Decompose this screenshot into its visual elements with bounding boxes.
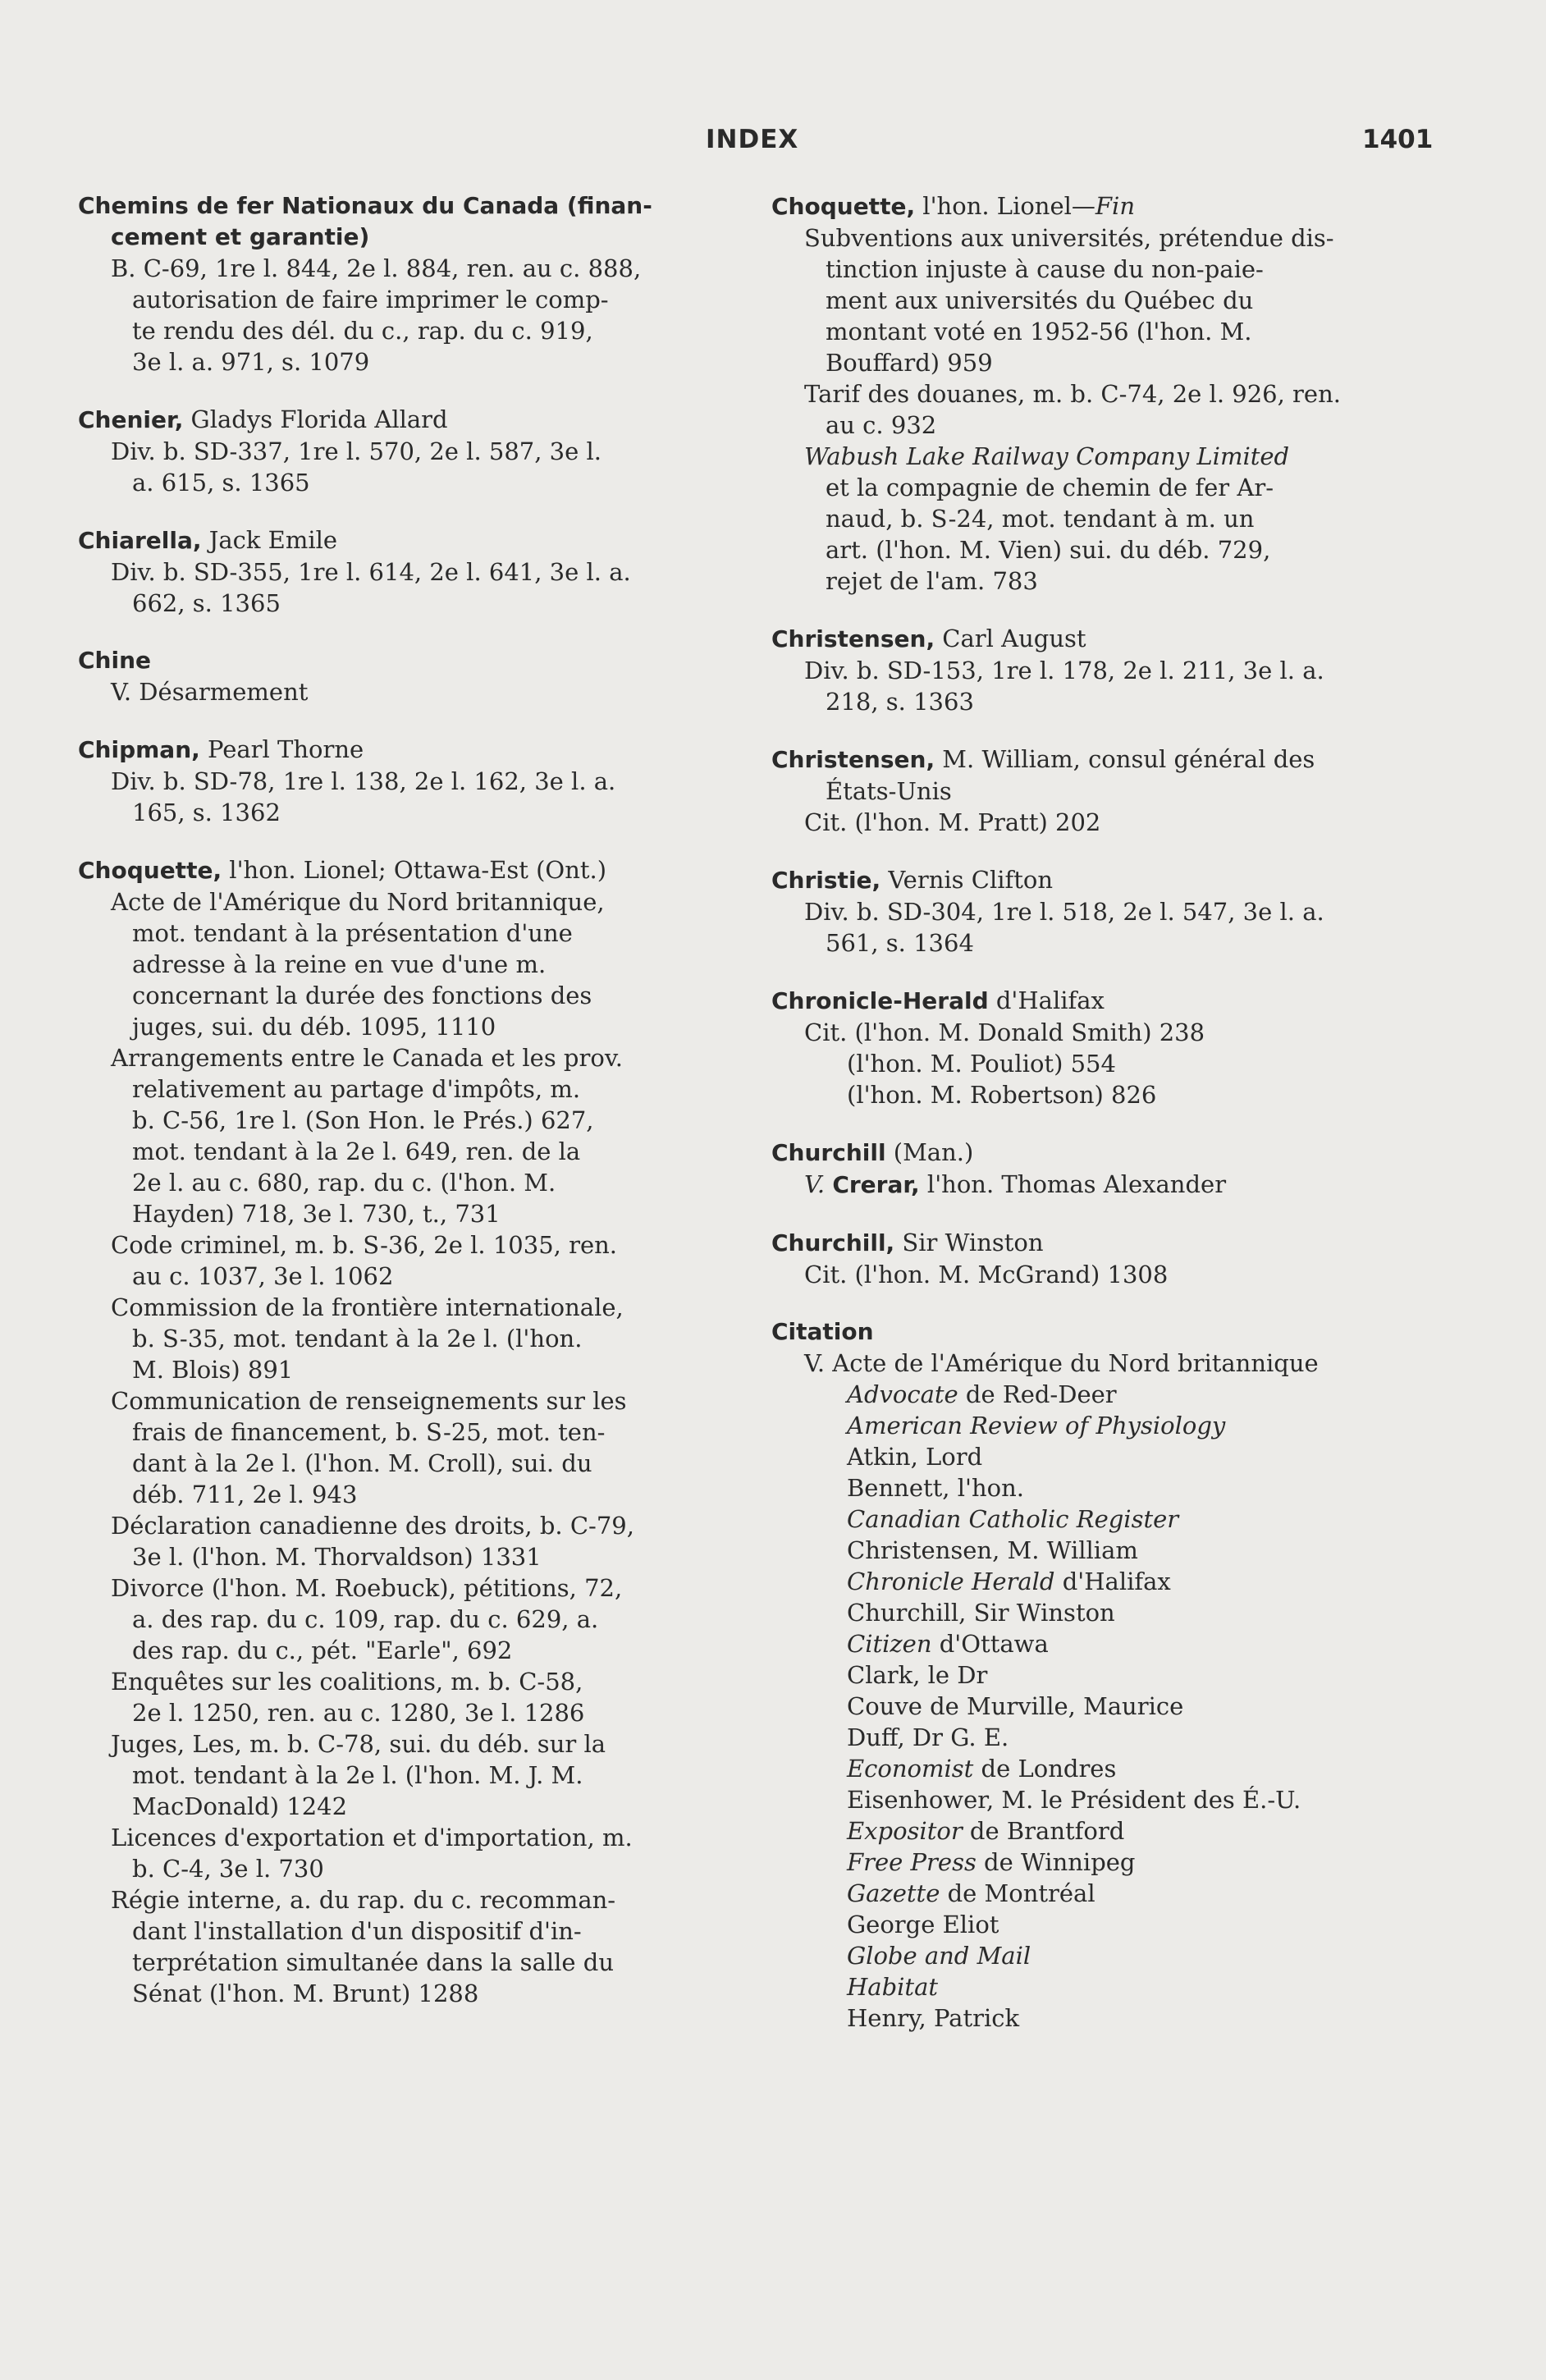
citation-item-italic: Expositor bbox=[847, 1817, 963, 1845]
page-number: 1401 bbox=[1362, 125, 1434, 154]
citation-item bbox=[847, 1410, 1436, 1441]
citation-item-italic: Advocate bbox=[847, 1380, 958, 1408]
citation-item-text: de Winnipeg bbox=[976, 1848, 1136, 1876]
sub-entry-line: ment aux universités du Québec du bbox=[826, 286, 1254, 314]
sub-entry-line: déb. 711, 2e l. 943 bbox=[132, 1481, 358, 1508]
citation-item-italic: Habitat bbox=[847, 1973, 939, 2001]
sub-entry-line: mot. tendant à la présentation d'une bbox=[132, 919, 573, 947]
citation-item-text: de Montréal bbox=[940, 1879, 1095, 1907]
entry-heading-rest: Gladys Florida Allard bbox=[183, 405, 448, 433]
sub-entry-line: a. des rap. du c. 109, rap. du c. 629, a. bbox=[132, 1605, 599, 1633]
sub-entry-first-line: Subventions aux universités, prétendue dis- bbox=[804, 224, 1334, 252]
citation-item-text: Clark, le Dr bbox=[847, 1661, 988, 1689]
sub-entry-line: 2e l. 1250, ren. au c. 1280, 3e l. 1286 bbox=[132, 1699, 585, 1727]
left-column bbox=[78, 190, 743, 2009]
citation-item bbox=[847, 1847, 1436, 1878]
entry-heading-rest: Sir Winston bbox=[894, 1229, 1044, 1256]
index-entry-christensen-carl bbox=[771, 623, 1436, 717]
citation-item-text: Duff, Dr G. E. bbox=[847, 1723, 1009, 1751]
entry-heading bbox=[78, 524, 743, 556]
entry-heading-bold: Choquette, bbox=[78, 857, 222, 884]
entry-heading-rest: d'Halifax bbox=[988, 986, 1105, 1014]
sub-entry-line: frais de financement, b. S-25, mot. ten- bbox=[132, 1418, 606, 1446]
entry-heading-cont: cement et garantie) bbox=[111, 223, 370, 250]
entry-line: 165, s. 1362 bbox=[132, 799, 281, 826]
entry-line: 218, s. 1363 bbox=[826, 688, 974, 716]
citation-item-italic: Globe and Mail bbox=[847, 1942, 1031, 1970]
entry-line: Div. b. SD-355, 1re l. 614, 2e l. 641, 3e l. a. bbox=[111, 558, 631, 586]
see-bold: Crerar, bbox=[832, 1171, 920, 1198]
citation-list bbox=[771, 1379, 1436, 2034]
entry-line: Cit. (l'hon. M. Pratt) 202 bbox=[804, 808, 1101, 836]
sub-entry-first-line: Enquêtes sur les coalitions, m. b. C-58, bbox=[111, 1668, 583, 1696]
entry-heading bbox=[771, 744, 1436, 776]
entry-heading bbox=[78, 404, 743, 436]
sub-entry-line: b. S-35, mot. tendant à la 2e l. (l'hon. bbox=[132, 1325, 583, 1352]
entry-heading-bold: Chine bbox=[78, 647, 152, 674]
citation-item-text: Bennett, l'hon. bbox=[847, 1474, 1025, 1502]
sub-entry-line: adresse à la reine en vue d'une m. bbox=[132, 950, 547, 978]
sub-entry-line: b. C-56, 1re l. (Son Hon. le Prés.) 627, bbox=[132, 1106, 594, 1134]
header-title: INDEX bbox=[706, 125, 799, 154]
sub-entry-line: relativement au partage d'impôts, m. bbox=[132, 1075, 581, 1103]
citation-item-text: d'Halifax bbox=[1054, 1568, 1171, 1595]
entry-line: te rendu des dél. du c., rap. du c. 919, bbox=[132, 317, 593, 345]
citation-item-text: Couve de Murville, Maurice bbox=[847, 1692, 1184, 1720]
entry-heading-rest: (Man.) bbox=[885, 1138, 974, 1166]
entry-heading-bold: Christensen, bbox=[771, 625, 935, 652]
entry-line: Div. b. SD-78, 1re l. 138, 2e l. 162, 3e l. a. bbox=[111, 767, 616, 795]
sub-entry-line: tinction injuste à cause du non-paie- bbox=[826, 255, 1264, 283]
citation-item-text: de Londres bbox=[973, 1755, 1117, 1783]
citation-item-text: Atkin, Lord bbox=[847, 1443, 983, 1471]
entry-heading bbox=[771, 190, 1436, 222]
sub-entry-line: dant l'installation d'un dispositif d'in- bbox=[132, 1917, 582, 1945]
sub-entry-line: M. Blois) 891 bbox=[132, 1356, 294, 1384]
entry-line: a. 615, s. 1365 bbox=[132, 469, 310, 497]
citation-item-text: George Eliot bbox=[847, 1911, 999, 1938]
entry-heading-cont: États-Unis bbox=[826, 777, 952, 805]
entry-line: naud, b. S-24, mot. tendant à m. un bbox=[826, 505, 1255, 533]
entry-heading-rest: l'hon. Lionel— bbox=[915, 192, 1095, 220]
sub-entry-line: montant voté en 1952-56 (l'hon. M. bbox=[826, 318, 1252, 346]
citation-item bbox=[847, 1566, 1436, 1597]
entry-heading: Chemins de fer Nationaux du Canada (finan- bbox=[78, 192, 652, 219]
sub-entry-line: des rap. du c., pét. "Earle", 692 bbox=[132, 1636, 513, 1664]
index-entry-christie bbox=[771, 864, 1436, 959]
sub-entry-first-line: Tarif des douanes, m. b. C-74, 2e l. 926, ren. bbox=[804, 380, 1341, 408]
citation-item bbox=[847, 2002, 1436, 2034]
entry-heading-bold: Christensen, bbox=[771, 746, 935, 773]
entry-heading-bold: Chenier, bbox=[78, 406, 184, 433]
citation-item-italic: Chronicle Herald bbox=[847, 1568, 1055, 1595]
sub-entry-first-line: Commission de la frontière internationale, bbox=[111, 1293, 624, 1321]
sub-entry-first-line: Arrangements entre le Canada et les prov. bbox=[111, 1044, 623, 1072]
entry-heading bbox=[771, 1137, 1436, 1169]
entry-heading-bold: Chipman, bbox=[78, 736, 200, 763]
index-entry-christensen-william bbox=[771, 744, 1436, 838]
index-entry-chemins-de-fer bbox=[78, 190, 743, 378]
wabush-italic: Wabush Lake Railway Company Limited bbox=[804, 442, 1290, 470]
entry-line: Div. b. SD-337, 1re l. 570, 2e l. 587, 3e l. bbox=[111, 437, 601, 465]
citation-item-text: Eisenhower, M. le Président des É.-U. bbox=[847, 1786, 1301, 1814]
sub-entry-first-line: Divorce (l'hon. M. Roebuck), pétitions, 72, bbox=[111, 1574, 623, 1602]
index-entry-chine bbox=[78, 645, 743, 707]
sub-entry-line: juges, sui. du déb. 1095, 1110 bbox=[132, 1013, 496, 1041]
entry-line: (l'hon. M. Pouliot) 554 bbox=[847, 1050, 1116, 1078]
sub-entry-line: mot. tendant à la 2e l. (l'hon. M. J. M. bbox=[132, 1761, 583, 1789]
index-entry-chipman bbox=[78, 734, 743, 828]
sub-entry-first-line: Acte de l'Amérique du Nord britannique, bbox=[111, 888, 605, 916]
citation-item-text: de Brantford bbox=[962, 1817, 1125, 1845]
sub-entry-first-line: Juges, Les, m. b. C-78, sui. du déb. sur la bbox=[111, 1730, 606, 1758]
entry-heading-rest: l'hon. Lionel; Ottawa-Est (Ont.) bbox=[222, 856, 607, 884]
entry-heading-bold: Citation bbox=[771, 1318, 874, 1345]
index-entry-choquette bbox=[78, 854, 743, 2009]
entry-heading-rest: M. William, consul général des bbox=[935, 745, 1315, 773]
citation-item bbox=[847, 1784, 1436, 1815]
sub-entries bbox=[78, 886, 743, 2009]
sub-entries bbox=[771, 222, 1436, 441]
entry-line: Cit. (l'hon. M. Donald Smith) 238 bbox=[804, 1018, 1205, 1046]
sub-entry-line: 3e l. (l'hon. M. Thorvaldson) 1331 bbox=[132, 1543, 542, 1571]
sub-entry-line: dant à la 2e l. (l'hon. M. Croll), sui. du bbox=[132, 1449, 592, 1477]
citation-item bbox=[847, 1441, 1436, 1472]
entry-line: et la compagnie de chemin de fer Ar- bbox=[826, 474, 1274, 501]
citation-item bbox=[847, 1753, 1436, 1784]
index-entry-choquette-fin bbox=[771, 190, 1436, 597]
sub-entry-line: 2e l. au c. 680, rap. du c. (l'hon. M. bbox=[132, 1169, 556, 1197]
sub-entry-line: b. C-4, 3e l. 730 bbox=[132, 1855, 324, 1883]
entry-line: B. C-69, 1re l. 844, 2e l. 884, ren. au c. 888, bbox=[111, 254, 642, 282]
entry-heading-rest: Carl August bbox=[935, 625, 1086, 652]
entry-heading-bold: Churchill, bbox=[771, 1229, 895, 1256]
entry-line: rejet de l'am. 783 bbox=[826, 567, 1038, 595]
index-entry-chenier bbox=[78, 404, 743, 498]
index-entry-churchill-man bbox=[771, 1137, 1436, 1201]
sub-entry-first-line: Régie interne, a. du rap. du c. recomman- bbox=[111, 1886, 616, 1914]
see-reference bbox=[804, 1169, 1436, 1201]
entry-line: 561, s. 1364 bbox=[826, 929, 974, 957]
sub-entry-line: MacDonald) 1242 bbox=[132, 1792, 348, 1820]
citation-item bbox=[847, 1909, 1436, 1940]
entry-line: Div. b. SD-304, 1re l. 518, 2e l. 547, 3e l. a. bbox=[804, 898, 1324, 926]
citation-item bbox=[847, 1597, 1436, 1628]
index-entry-chiarella bbox=[78, 524, 743, 619]
index-entry-citation bbox=[771, 1316, 1436, 2034]
sub-entry-line: terprétation simultanée dans la salle du bbox=[132, 1948, 615, 1976]
entry-heading-italic: Fin bbox=[1095, 192, 1135, 220]
entry-heading bbox=[78, 854, 743, 886]
sub-entry-line: au c. 932 bbox=[826, 411, 937, 439]
citation-item-text: d'Ottawa bbox=[931, 1630, 1049, 1658]
sub-entry-line: Sénat (l'hon. M. Brunt) 1288 bbox=[132, 1980, 479, 2007]
sub-entry-line: Hayden) 718, 3e l. 730, t., 731 bbox=[132, 1200, 501, 1228]
entry-heading-rest: Pearl Thorne bbox=[199, 735, 364, 763]
entry-heading bbox=[771, 623, 1436, 655]
citation-item-italic: Canadian Catholic Register bbox=[847, 1505, 1179, 1533]
citation-item bbox=[847, 1628, 1436, 1659]
see-rest: l'hon. Thomas Alexander bbox=[919, 1170, 1227, 1198]
see-prefix: V. bbox=[804, 1170, 833, 1198]
sub-entry-first-line: Communication de renseignements sur les bbox=[111, 1387, 627, 1415]
entry-heading-bold: Christie, bbox=[771, 867, 881, 894]
entry-line: art. (l'hon. M. Vien) sui. du déb. 729, bbox=[826, 536, 1271, 564]
entry-heading bbox=[771, 864, 1436, 896]
citation-item-italic: Economist bbox=[847, 1755, 974, 1783]
index-entry-churchill-winston bbox=[771, 1227, 1436, 1290]
sub-entry-line: mot. tendant à la 2e l. 649, ren. de la bbox=[132, 1137, 581, 1165]
entry-heading bbox=[771, 1227, 1436, 1259]
entry-line: 662, s. 1365 bbox=[132, 589, 281, 617]
entry-line: V. Acte de l'Amérique du Nord britannique bbox=[804, 1349, 1319, 1377]
entry-heading bbox=[78, 734, 743, 766]
citation-item-text: Christensen, M. William bbox=[847, 1536, 1138, 1564]
citation-item bbox=[847, 1940, 1436, 1971]
citation-item bbox=[847, 1472, 1436, 1504]
sub-entry-line: concernant la durée des fonctions des bbox=[132, 982, 592, 1009]
entry-heading-bold: Chiarella, bbox=[78, 527, 202, 554]
entry-line: (l'hon. M. Robertson) 826 bbox=[847, 1081, 1157, 1109]
citation-item-italic: American Review of Physiology bbox=[847, 1412, 1226, 1439]
citation-item-text: Henry, Patrick bbox=[847, 2004, 1020, 2032]
wabush-title bbox=[804, 441, 1436, 472]
citation-item bbox=[847, 1691, 1436, 1722]
entry-heading-rest: Jack Emile bbox=[201, 526, 338, 554]
entry-line: Div. b. SD-153, 1re l. 178, 2e l. 211, 3e l. a. bbox=[804, 657, 1324, 684]
sub-entry-first-line: Code criminel, m. b. S-36, 2e l. 1035, ren. bbox=[111, 1231, 618, 1259]
citation-item-italic: Citizen bbox=[847, 1630, 932, 1658]
entry-heading-bold: Chronicle-Herald bbox=[771, 987, 989, 1014]
citation-item bbox=[847, 1722, 1436, 1753]
right-column bbox=[771, 190, 1436, 2034]
citation-item-italic: Gazette bbox=[847, 1879, 940, 1907]
sub-entry-first-line: Licences d'exportation et d'importation, m. bbox=[111, 1824, 633, 1851]
citation-item bbox=[847, 1535, 1436, 1566]
entry-line: V. Désarmement bbox=[111, 678, 309, 706]
citation-item bbox=[847, 1971, 1436, 2002]
sub-entry-line: Bouffard) 959 bbox=[826, 349, 993, 377]
entry-heading bbox=[771, 985, 1436, 1017]
entry-heading-bold: Choquette, bbox=[771, 193, 916, 220]
entry-line: Cit. (l'hon. M. McGrand) 1308 bbox=[804, 1261, 1169, 1288]
entry-line: autorisation de faire imprimer le comp- bbox=[132, 286, 609, 314]
entry-line: 3e l. a. 971, s. 1079 bbox=[132, 348, 370, 376]
citation-item-italic: Free Press bbox=[847, 1848, 977, 1876]
entry-heading-bold: Churchill bbox=[771, 1139, 886, 1166]
entry-heading-rest: Vernis Clifton bbox=[880, 866, 1054, 894]
sub-entry-first-line: Déclaration canadienne des droits, b. C-79, bbox=[111, 1512, 634, 1540]
citation-item bbox=[847, 1659, 1436, 1691]
citation-item bbox=[847, 1815, 1436, 1847]
citation-item-text: de Red-Deer bbox=[958, 1380, 1117, 1408]
sub-entry-line: au c. 1037, 3e l. 1062 bbox=[132, 1262, 394, 1290]
citation-item bbox=[847, 1878, 1436, 1909]
page-header bbox=[0, 125, 1546, 158]
citation-item bbox=[847, 1379, 1436, 1410]
citation-item bbox=[847, 1504, 1436, 1535]
index-entry-chronicle-herald bbox=[771, 985, 1436, 1110]
citation-item-text: Churchill, Sir Winston bbox=[847, 1599, 1115, 1627]
